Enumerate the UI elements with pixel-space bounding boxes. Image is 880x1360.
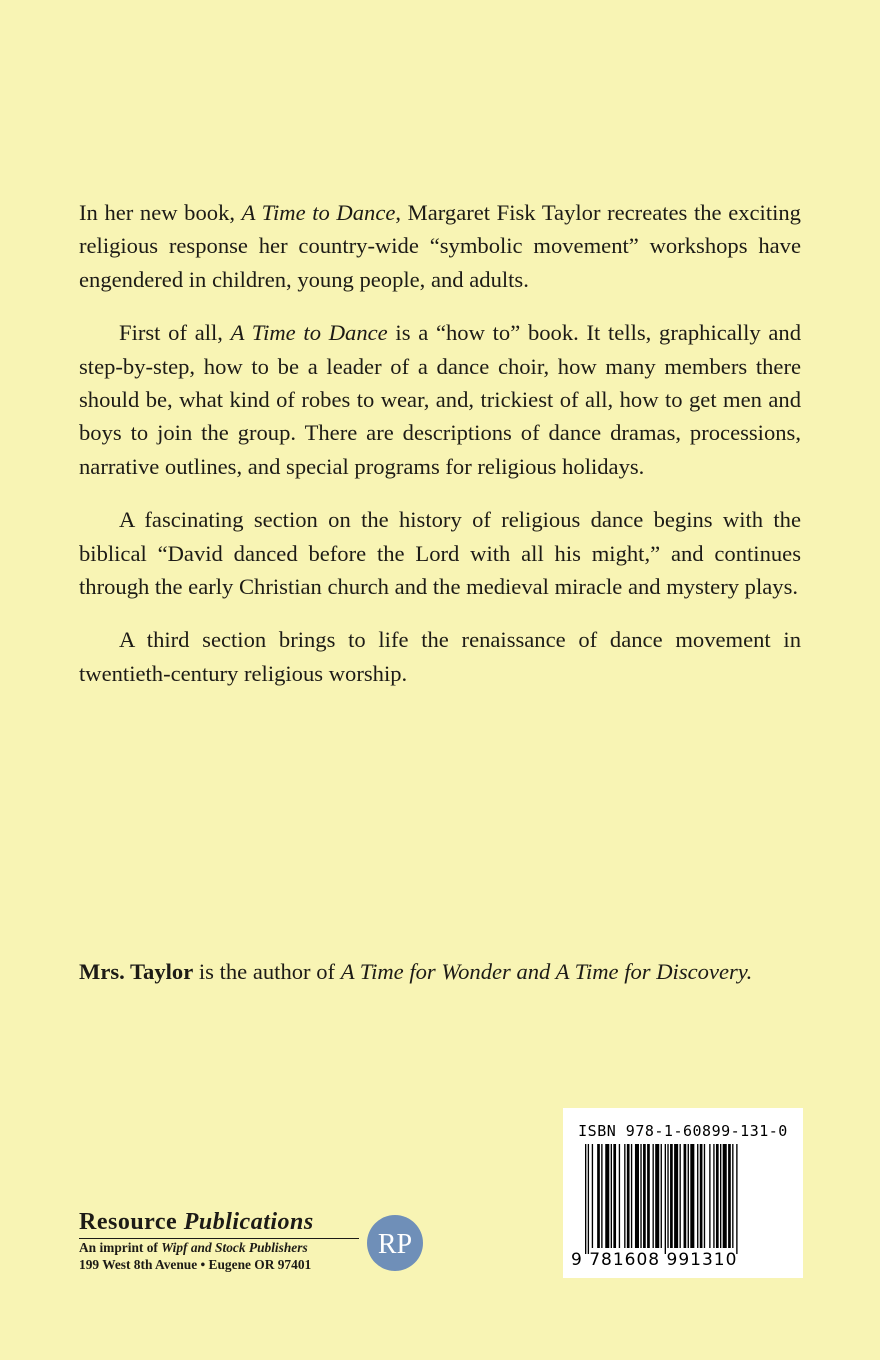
isbn-label: ISBN 978-1-60899-131-0 <box>578 1122 788 1140</box>
barcode-bar <box>640 1144 641 1248</box>
barcode-bar <box>631 1144 632 1248</box>
back-cover-blurb <box>79 196 801 710</box>
publisher-name: Resource Publications <box>79 1208 359 1239</box>
barcode-bar <box>627 1144 630 1248</box>
barcode-bar <box>709 1144 710 1248</box>
barcode-bar <box>720 1144 721 1248</box>
barcode-bar <box>585 1144 586 1254</box>
barcode-bar <box>635 1144 639 1248</box>
barcode-bar <box>684 1144 687 1248</box>
barcode-bar <box>661 1144 662 1248</box>
barcode-bar <box>667 1144 668 1248</box>
barcode-bar <box>601 1144 602 1248</box>
rp-logo-letters: RP <box>377 1229 413 1260</box>
barcode-bar <box>597 1144 600 1248</box>
barcode-bar <box>665 1144 666 1254</box>
barcode-bar <box>624 1144 625 1248</box>
barcode-bar <box>613 1144 616 1248</box>
ean-digits: 9 781608 991310 <box>571 1250 738 1270</box>
barcode-bar <box>713 1144 714 1248</box>
author-note: Mrs. Taylor is the author of A Time for Wonder and A Time for Discovery. <box>79 959 753 984</box>
book-title: A Time to Dance <box>241 200 396 225</box>
barcode-bar <box>619 1144 620 1248</box>
blurb-paragraph-1: In her new book, A Time to Dance, Margaret Fisk Taylor recreates the exciting religious response her country-wide “symbolic movement” workshops have engendered in children, young people, and adults. <box>79 200 801 292</box>
barcode-bar <box>674 1144 678 1248</box>
barcode-bar <box>688 1144 689 1248</box>
rp-logo-icon <box>366 1214 424 1272</box>
barcode-bar <box>605 1144 609 1248</box>
barcode-bar <box>736 1144 737 1254</box>
publisher-imprint <box>79 1208 359 1273</box>
isbn-barcode <box>563 1108 803 1278</box>
blurb-paragraph-3: A fascinating section on the history of religious dance begins with the biblical “David danced before the Lord with all his might,” and continues through the early Christian church and the medieval miracle and mystery plays. <box>79 507 801 600</box>
barcode-bar <box>670 1144 673 1248</box>
barcode-bar <box>655 1144 659 1248</box>
barcode-bar <box>704 1144 705 1248</box>
barcode-bar <box>700 1144 703 1248</box>
barcode-bar <box>680 1144 681 1248</box>
barcode-bars <box>585 1144 793 1254</box>
barcode-bar <box>732 1144 733 1248</box>
barcode-bar <box>647 1144 650 1248</box>
blurb-paragraph-2: First of all, A Time to Dance is a “how to” book. It tells, graphically and step-by-step, how to be a leader of a dance choir, how many members there should be, what kind of robes to wear, and, trickiest of all, how to get men and boys to join the group. There are descriptions of dance dramas, processions, narrative outlines, and special programs for religious holidays. <box>79 320 802 479</box>
barcode-bar <box>728 1144 731 1248</box>
barcode-bar <box>716 1144 719 1248</box>
author-name: Mrs. Taylor <box>79 959 194 984</box>
barcode-bar <box>611 1144 612 1248</box>
publisher-address: 199 West 8th Avenue • Eugene OR 97401 <box>79 1257 312 1272</box>
book-title: A Time to Dance <box>230 320 388 346</box>
barcode-bar <box>697 1144 698 1248</box>
blurb-paragraph-4: A third section brings to life the renaissance of dance movement in twentieth-century religious worship. <box>79 627 801 686</box>
imprint-line: An imprint of Wipf and Stock Publishers <box>79 1240 308 1255</box>
barcode-bar <box>643 1144 646 1248</box>
barcode-bar <box>723 1144 727 1248</box>
barcode-bar <box>653 1144 654 1248</box>
author-works: A Time for Wonder and A Time for Discovery. <box>340 959 753 984</box>
barcode-bar <box>588 1144 589 1254</box>
barcode-bar <box>690 1144 694 1248</box>
barcode-bar <box>592 1144 593 1248</box>
